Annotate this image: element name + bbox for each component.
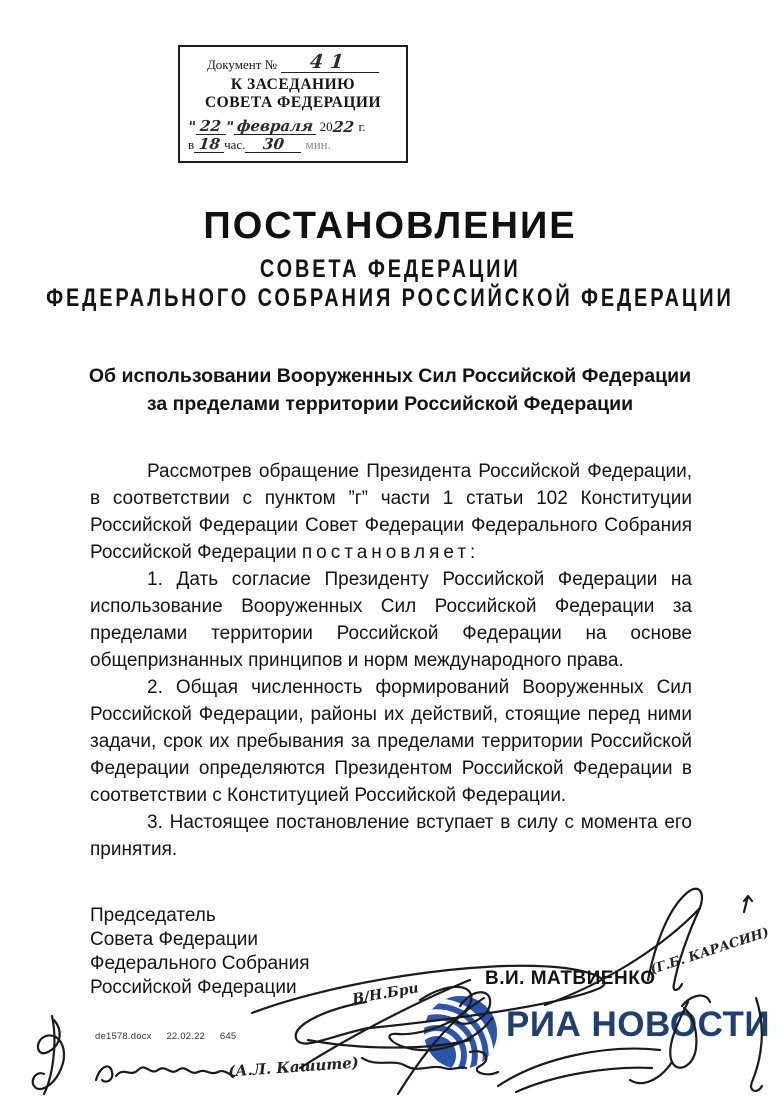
document-heading	[0, 203, 780, 311]
footer-file-name: de1578.docx	[95, 1031, 152, 1042]
stamp-day: 22	[199, 117, 223, 135]
stamp-hours-label: час.	[224, 137, 246, 152]
stamp-time-prefix: в	[188, 137, 195, 152]
footer-file-info	[95, 1031, 248, 1042]
stamp-close-quote: "	[224, 118, 235, 136]
document-body	[90, 458, 692, 863]
stamp-doc-label: Документ №	[206, 57, 278, 72]
handwritten-note-middle: В/Н.Бри	[351, 980, 420, 1008]
stamp-year-suffix: г.	[358, 119, 366, 134]
stamp-minutes-label: мин.	[305, 137, 331, 152]
position-line-4: Российской Федерации	[90, 977, 297, 998]
position-line-2: Совета Федерации	[90, 929, 258, 950]
stamp-hours-blank	[194, 137, 224, 153]
stamp-month-blank	[234, 119, 316, 135]
document-subject	[40, 362, 740, 418]
signature-position-block	[90, 904, 309, 1000]
ria-novosti-watermark	[421, 992, 770, 1071]
ria-brand-text: РИА НОВОСТИ	[506, 1005, 771, 1044]
stamp-year-printed: 20	[319, 119, 333, 134]
registration-stamp	[178, 45, 408, 163]
bottom-left-cursive-name-signature	[96, 1066, 234, 1081]
stamp-minutes-blank	[245, 137, 301, 153]
paragraph-2: 2. Общая численность формирований Вооруженных Сил Российской Федерации, районы их действий, стоящие перед ними задачи, срок их пребывания за пределами территории Российской Федерации определяются Президентом Российской Федерации в соответствии с Конституцией Российской Федерации.	[90, 677, 692, 806]
paragraph-3: 3. Настоящее постановление вступает в силу с момента его принятия.	[90, 812, 692, 860]
stamp-doc-number: 41	[308, 51, 352, 73]
stamp-month: февраля	[235, 117, 314, 135]
stamp-doc-number-blank	[281, 53, 379, 73]
document-type-title: ПОСТАНОВЛЕНИЕ	[203, 205, 577, 247]
stamp-minutes: 30	[262, 135, 285, 153]
footer-date: 22.02.22	[166, 1031, 206, 1042]
heading-council-line: СОВЕТА ФЕДЕРАЦИИ	[259, 255, 521, 283]
paragraph-1: 1. Дать согласие Президенту Российской Федерации на использование Вооруженных Сил Российской Федерации за пределами территории Российской Федерации на основе общепризнанных принципов и норм международного права.	[90, 569, 692, 671]
intro-text: Рассмотрев обращение Президента Российской Федерации, в соответствии с пунктом ”г” части 1 статьи 102 Конституции Российской Федерации Совет Федерации Федерального Собрания Российской Федерации	[90, 461, 692, 563]
heading-assembly-line: ФЕДЕРАЛЬНОГО СОБРАНИЯ РОССИЙСКОЙ ФЕДЕРАЦИИ	[46, 284, 734, 312]
subject-line1: Об использовании Вооруженных Сил Российской Федерации	[88, 365, 692, 387]
position-line-3: Федерального Собрания	[90, 953, 310, 974]
stamp-open-quote: "	[187, 118, 197, 136]
footer-number: 645	[219, 1031, 237, 1042]
stamp-day-blank	[196, 119, 226, 135]
intro-paragraph	[90, 458, 692, 566]
handwritten-note-bottom: (А.Л. Кашите)	[227, 1053, 360, 1081]
stamp-hours: 18	[197, 135, 221, 153]
signer-name: В.И. МАТВИЕНКО	[485, 968, 656, 989]
handwritten-note-karasin: (Г.Б. КАРАСИН)	[648, 925, 771, 978]
stamp-session-line1: К ЗАСЕДАНИЮ	[230, 76, 356, 93]
stamp-year-written: 22	[331, 118, 355, 136]
bottom-left-flourish-signature	[33, 1016, 64, 1094]
subject-line2: за пределами территории Российской Федерации	[146, 393, 634, 415]
stamp-session-line2: СОВЕТА ФЕДЕРАЦИИ	[204, 94, 382, 111]
ria-globe-icon	[421, 992, 500, 1071]
intro-emphasis: постановляет:	[301, 542, 480, 563]
position-line-1: Председатель	[90, 905, 216, 926]
